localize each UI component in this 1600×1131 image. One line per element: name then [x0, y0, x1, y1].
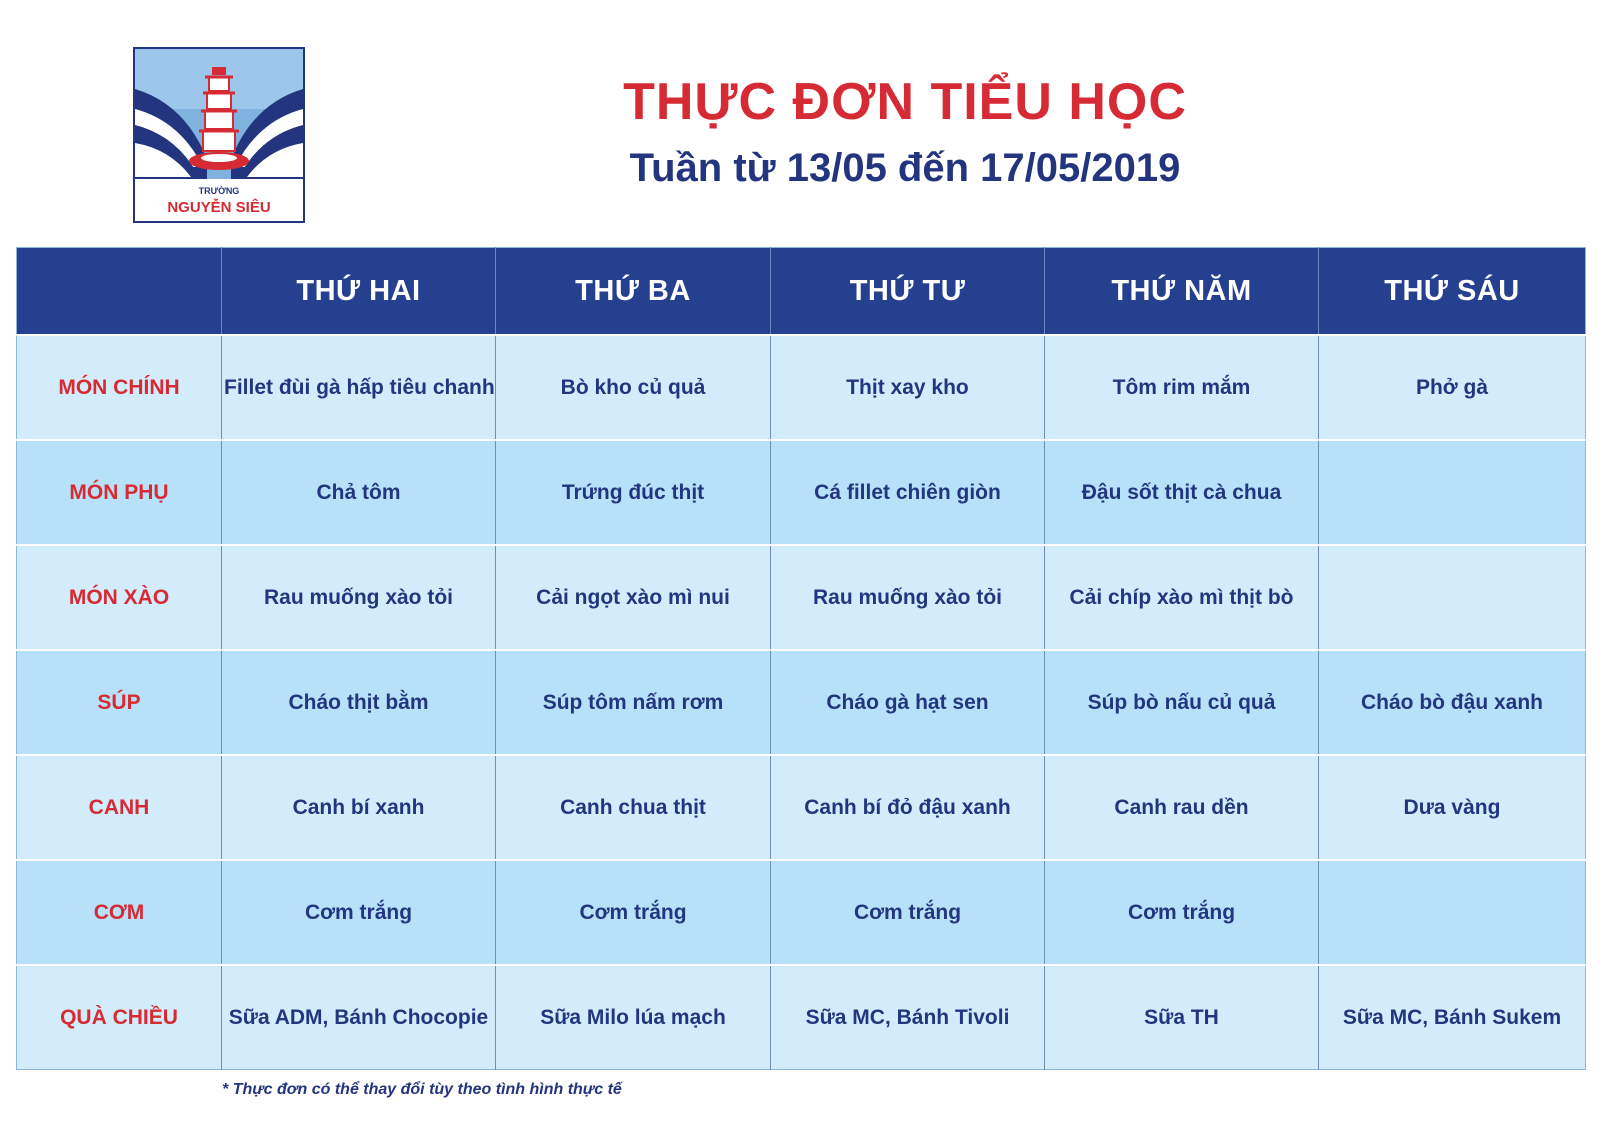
row-label-rice: CƠM [17, 860, 222, 965]
table-cell: Cơm trắng [771, 860, 1045, 965]
table-cell: Canh rau dền [1045, 755, 1319, 860]
table-cell [1319, 440, 1586, 545]
table-cell: Trứng đúc thịt [496, 440, 771, 545]
header-day-thursday: THỨ NĂM [1045, 248, 1319, 336]
table-cell: Canh chua thịt [496, 755, 771, 860]
table-cell: Rau muống xào tỏi [771, 545, 1045, 650]
week-subtitle: Tuần từ 13/05 đến 17/05/2019 [629, 146, 1181, 190]
table-cell: Đậu sốt thịt cà chua [1045, 440, 1319, 545]
page-title: THỰC ĐƠN TIỂU HỌC [623, 73, 1187, 131]
row-label-afternoon-snack: QUÀ CHIỀU [17, 965, 222, 1070]
footnote: * Thực đơn có thể thay đổi tùy theo tình hình thực tế [222, 1081, 622, 1098]
table-cell: Sữa TH [1045, 965, 1319, 1070]
table-cell: Cơm trắng [222, 860, 496, 965]
table-cell: Canh bí xanh [222, 755, 496, 860]
table-cell: Rau muống xào tỏi [222, 545, 496, 650]
row-label-side-dish: MÓN PHỤ [17, 440, 222, 545]
table-cell: Súp bò nấu củ quả [1045, 650, 1319, 755]
table-row [17, 335, 1586, 440]
table-cell: Tôm rim mắm [1045, 335, 1319, 440]
table-cell: Cải ngọt xào mì nui [496, 545, 771, 650]
table-cell: Dưa vàng [1319, 755, 1586, 860]
weekly-menu-table [16, 247, 1586, 1070]
logo-school-prefix: TRƯỜNG [198, 186, 240, 196]
table-cell: Cá fillet chiên giòn [771, 440, 1045, 545]
table-row [17, 650, 1586, 755]
table-cell: Cải chíp xào mì thịt bò [1045, 545, 1319, 650]
header-day-tuesday: THỨ BA [496, 248, 771, 336]
table-cell: Cháo thịt bằm [222, 650, 496, 755]
table-row [17, 755, 1586, 860]
table-cell: Súp tôm nấm rơm [496, 650, 771, 755]
table-cell: Cháo gà hạt sen [771, 650, 1045, 755]
table-row [17, 965, 1586, 1070]
table-cell [1319, 860, 1586, 965]
table-cell: Sữa MC, Bánh Tivoli [771, 965, 1045, 1070]
table-cell: Canh bí đỏ đậu xanh [771, 755, 1045, 860]
row-label-soup: SÚP [17, 650, 222, 755]
header-day-wednesday: THỨ TƯ [771, 248, 1045, 336]
table-cell: Fillet đùi gà hấp tiêu chanh [222, 335, 496, 440]
table-row [17, 440, 1586, 545]
row-label-stir-fry: MÓN XÀO [17, 545, 222, 650]
row-label-broth: CANH [17, 755, 222, 860]
table-cell: Sữa MC, Bánh Sukem [1319, 965, 1586, 1070]
header-corner [17, 248, 222, 336]
table-cell: Cháo bò đậu xanh [1319, 650, 1586, 755]
school-logo [133, 47, 305, 223]
table-cell [1319, 545, 1586, 650]
table-cell: Phở gà [1319, 335, 1586, 440]
table-cell: Sữa Milo lúa mạch [496, 965, 771, 1070]
table-cell: Thịt xay kho [771, 335, 1045, 440]
table-cell: Cơm trắng [1045, 860, 1319, 965]
row-label-main-dish: MÓN CHÍNH [17, 335, 222, 440]
table-cell: Bò kho củ quả [496, 335, 771, 440]
table-row [17, 860, 1586, 965]
table-cell: Cơm trắng [496, 860, 771, 965]
logo-school-name: NGUYỄN SIÊU [167, 199, 271, 216]
header-day-monday: THỨ HAI [222, 248, 496, 336]
table-cell: Chả tôm [222, 440, 496, 545]
header-day-friday: THỨ SÁU [1319, 248, 1586, 336]
table-row [17, 545, 1586, 650]
table-cell: Sữa ADM, Bánh Chocopie [222, 965, 496, 1070]
table-header-row [17, 248, 1586, 336]
